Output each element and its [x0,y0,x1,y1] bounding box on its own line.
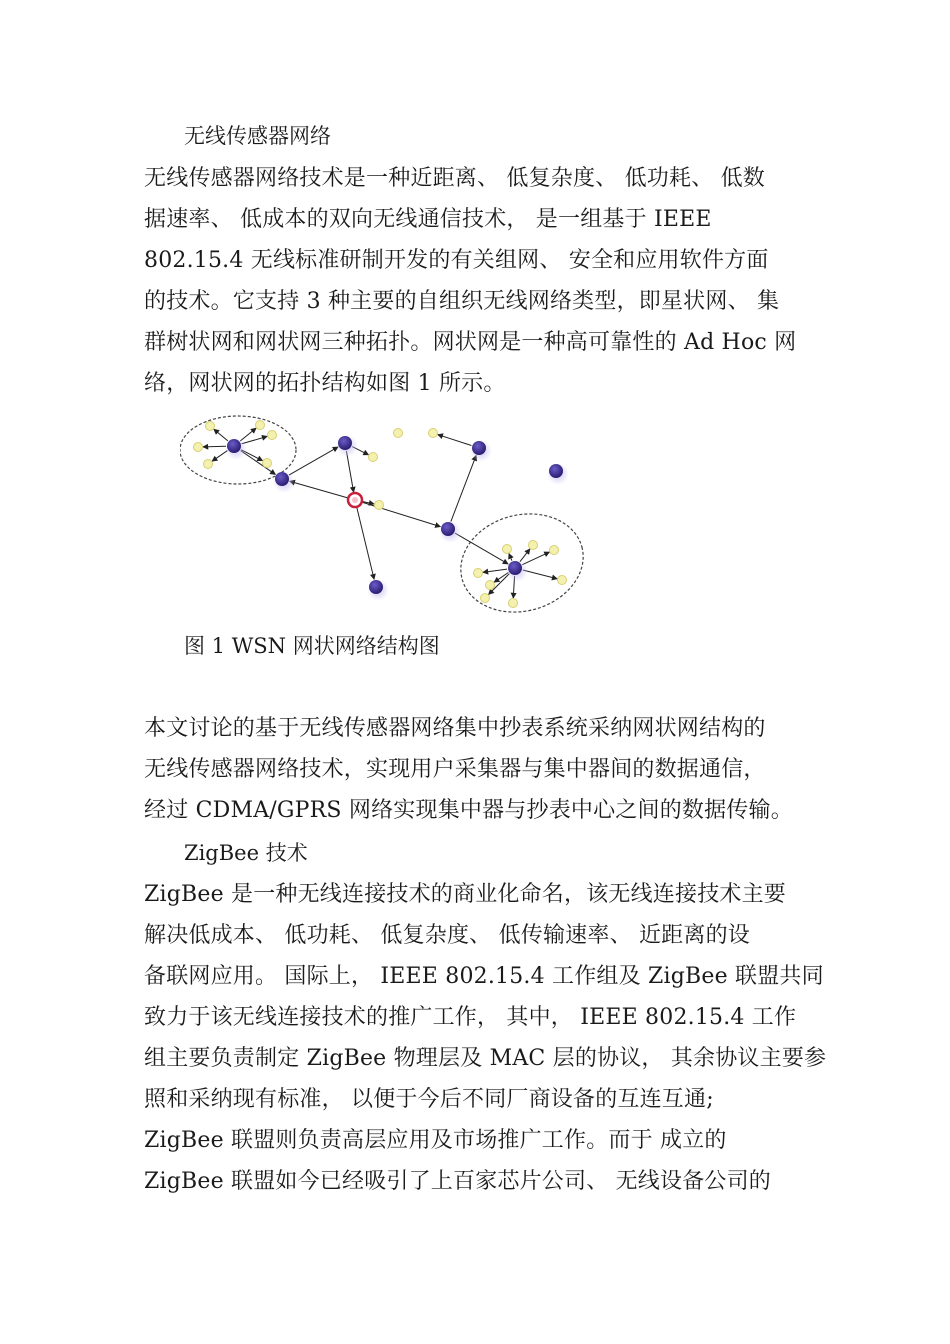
sensor-leaf-node [474,569,483,578]
link-arrow [214,429,228,441]
router-node [472,441,486,455]
sensor-leaf-node [486,581,495,590]
link-arrow [455,533,508,564]
text-line: 802.15.4 无线标准研制开发的有关组网、 安全和应用软件方面 [144,248,769,273]
link-arrow [290,481,348,498]
text-line: 本文讨论的基于无线传感器网络集中抄表系统采纳网状网结构的 [144,716,766,741]
cluster-ellipse [450,501,595,615]
sensor-leaf-node [256,421,265,430]
link-arrow [240,428,256,441]
link-arrow [346,451,353,492]
text-line: 群树状网和网状网三种拓扑。网状网是一种高可靠性的 Ad Hoc 网 [144,330,797,355]
link-arrow [451,455,476,521]
section-heading-wsn: 无线传感器网络 [184,124,331,148]
text-line: 组主要负责制定 ZigBee 物理层及 MAC 层的协议， 其余协议主要参 [144,1046,827,1071]
sensor-leaf-node [263,459,272,468]
link-arrow [438,435,472,446]
sensor-leaf-node [558,576,567,585]
text-line: ZigBee 联盟如今已经吸引了上百家芯片公司、 无线设备公司的 [144,1169,771,1194]
router-node [549,464,563,478]
text-line: ZigBee 是一种无线连接技术的商业化命名，该无线连接技术主要 [144,882,787,907]
sensor-leaf-node [194,443,203,452]
sensor-leaf-node [394,429,403,438]
sensor-leaf-node [529,541,538,550]
figure-caption: 图 1 WSN 网状网络结构图 [184,634,440,658]
text-line: 致力于该无线连接技术的推广工作， 其中， IEEE 802.15.4 工作 [144,1005,797,1030]
mesh-network-diagram [180,405,600,615]
text-line: 照和采纳现有标准， 以便于今后不同厂商设备的互连互通; [144,1087,714,1112]
link-arrow [509,554,512,561]
text-line: 解决低成本、 低功耗、 低复杂度、 低传输速率、 近距离的设 [144,923,750,948]
sensor-leaf-node [204,460,213,469]
sensor-leaf-node [481,594,490,603]
link-arrow [242,436,268,443]
text-line: 备联网应用。 国际上， IEEE 802.15.4 工作组及 ZigBee 联盟共同 [144,964,824,989]
link-arrow [520,549,530,562]
sensor-leaf-node [509,599,518,608]
text-line: 络，网状网的拓扑结构如图 1 所示。 [144,371,506,396]
router-node [338,436,352,450]
paragraph-zigbee [144,874,827,1202]
sensor-leaf-node [503,545,512,554]
link-arrow [357,508,374,579]
text-line: 据速率、 低成本的双向无线通信技术， 是一组基于 IEEE [144,207,712,232]
sensor-leaf-node [268,431,277,440]
sensor-leaf-node [550,546,559,555]
link-arrow [203,446,226,447]
text-line: 的技术。它支持 3 种主要的自组织无线网络类型，即星状网、 集 [144,289,780,314]
paragraph-wsn-intro [144,158,824,404]
sensor-leaf-node [206,422,215,431]
text-line: 无线传感器网络技术是一种近距离、 低复杂度、 低功耗、 低数 [144,166,765,191]
link-arrow [483,569,507,572]
paragraph-meter-reading [144,708,824,831]
coordinator-node-core [352,497,358,503]
router-node [275,472,289,486]
router-node [369,580,383,594]
sensor-leaf-node [369,453,378,462]
sensor-leaf-node [375,501,384,510]
text-line: 经过 CDMA/GPRS 网络实现集中器与抄表中心之间的数据传输。 [144,798,793,823]
router-node [227,439,241,453]
section-heading-zigbee: ZigBee 技术 [184,841,308,865]
sensor-leaf-node [429,429,438,438]
router-node [508,561,522,575]
text-line: ZigBee 联盟则负责高层应用及市场推广工作。而于 成立的 [144,1128,727,1153]
link-arrow [212,451,227,462]
router-node [441,522,455,536]
text-line: 无线传感器网络技术，实现用户采集器与集中器间的数据通信， [144,757,766,782]
